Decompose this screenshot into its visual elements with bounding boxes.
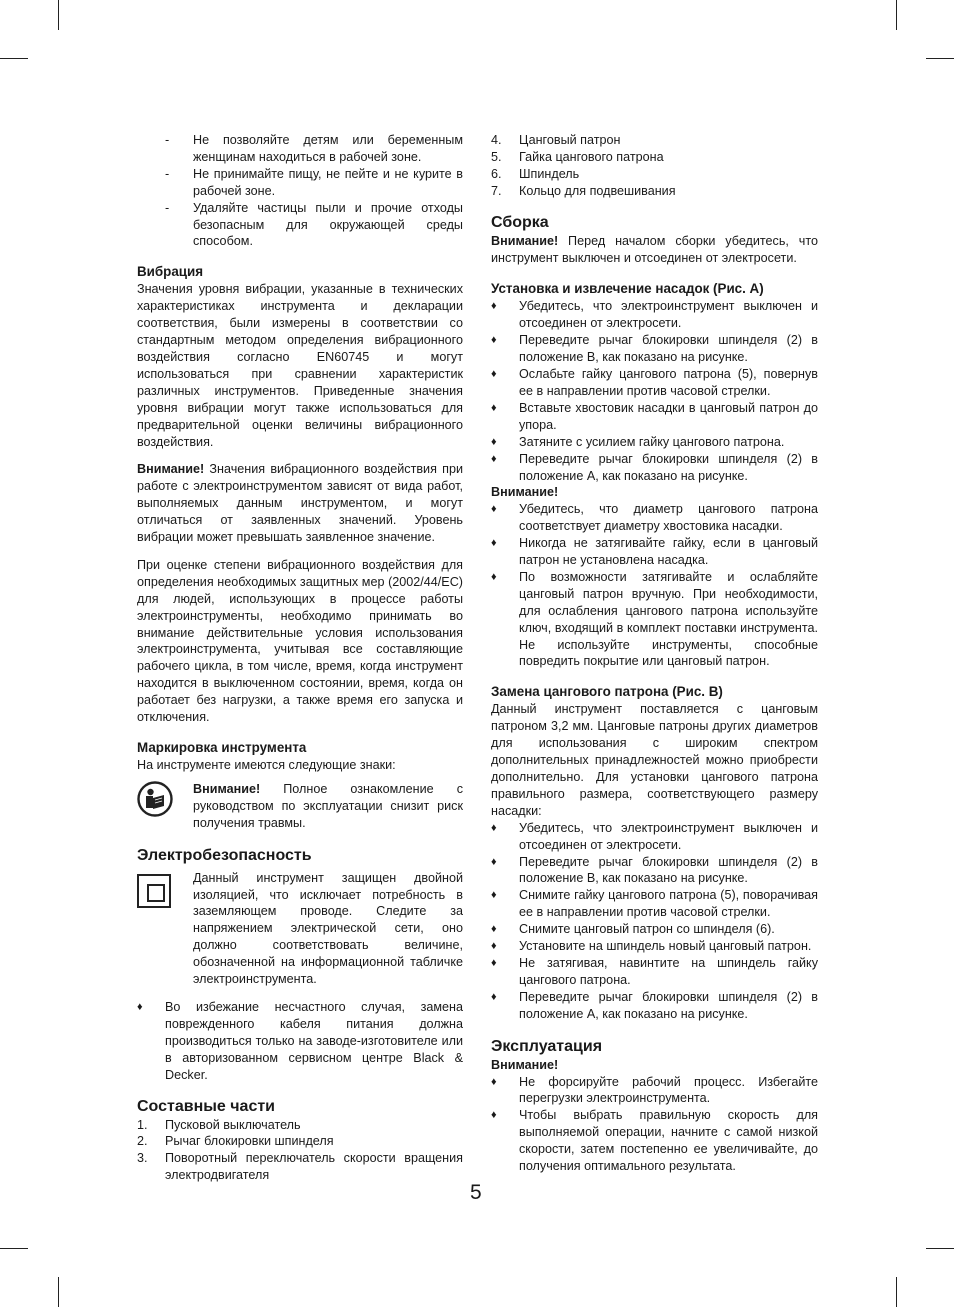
diamond-marker: ♦ (491, 855, 497, 868)
list-item-text: Убедитесь, что электроинструмент выключен и отсоединен от электросети. (519, 820, 818, 852)
list-number: 3. (137, 1151, 148, 1166)
list-item (491, 298, 818, 332)
list-item-text: Рычаг блокировки шпинделя (165, 1134, 334, 1149)
list-item-text: Кольцо для подвешивания (519, 183, 676, 198)
warning-label: Внимание! (193, 781, 261, 796)
diamond-marker: ♦ (491, 503, 497, 516)
list-item (491, 989, 818, 1023)
warning-text: Значения вибрационного воздействия при работе с электроинструментом зависят от вида работ, выполняемых данным инструментом, и могут отличаться от заявленных значений. Уровень вибрации может превышать заявленное значение. (137, 462, 464, 545)
list-number: 2. (137, 1134, 148, 1149)
list-item (491, 366, 818, 400)
crop-mark (58, 0, 59, 30)
crop-mark (896, 1277, 897, 1307)
list-item-text: Снимите гайку цангового патрона (5), поворачивая ее в направлении против часовой стрелки. (519, 888, 818, 920)
warning-label: Внимание! (491, 233, 559, 248)
diamond-marker: ♦ (491, 452, 497, 465)
dash-marker: - (165, 133, 170, 147)
double-insulation-icon (137, 874, 171, 908)
right-column (491, 132, 818, 1175)
assembly-warning-paragraph (491, 233, 818, 267)
diamond-marker: ♦ (491, 990, 497, 1003)
double-insulation-row (137, 870, 463, 988)
list-item (491, 149, 818, 166)
list-item-text: Цанговый патрон (519, 133, 621, 147)
list-item-text: Установите на шпиндель новый цанговый патрон. (519, 939, 812, 954)
list-item (491, 955, 818, 989)
list-number: 4. (491, 133, 502, 147)
list-item (137, 166, 463, 200)
marking-manual-row (137, 781, 463, 832)
bits-heading: Установка и извлечение насадок (Рис. А) (491, 281, 764, 297)
warning-label: Внимание! (137, 462, 205, 477)
list-item (491, 332, 818, 366)
list-item (491, 501, 818, 535)
list-item (491, 132, 818, 149)
crop-mark (58, 1277, 59, 1307)
list-item (491, 921, 818, 938)
list-item (137, 1150, 463, 1184)
list-item (491, 1074, 818, 1108)
list-item-text: Переведите рычаг блокировки шпинделя (2) в положение В, как показано на рисунке. (519, 854, 818, 886)
list-item (491, 938, 818, 955)
list-item-text: Ослабьте гайку цангового патрона (5), повернув ее в направлении против часовой стрелки. (519, 367, 818, 398)
vibration-paragraph: Значения уровня вибрации, указанные в технических характеристиках инструмента и декларации соответствия, были измерены в соответствии со стандартным методом определения вибрационного воздействия согласно EN60745 и могут использоваться при сравнении характеристик различных инструментов. Приведенные значения уровня вибрации могут также использоваться для предварительной оценки величины вибрационного воздействия. (137, 282, 463, 449)
diamond-marker: ♦ (491, 1075, 497, 1088)
list-item-text: Переведите рычаг блокировки шпинделя (2) в положение А, как показано на рисунке. (519, 989, 818, 1021)
diamond-marker: ♦ (491, 435, 497, 448)
list-number: 7. (491, 183, 502, 198)
list-item-text: Не позволяйте детям или беременным женщинам находиться в рабочей зоне. (193, 133, 463, 164)
assembly-heading: Сборка (491, 213, 549, 231)
dash-marker: - (165, 200, 170, 215)
list-item (491, 166, 818, 183)
diamond-marker: ♦ (491, 940, 497, 953)
operation-warning-label: Внимание! (491, 1057, 559, 1072)
vibration-heading: Вибрация (137, 264, 204, 280)
list-item (137, 999, 463, 1084)
crop-mark (0, 58, 28, 59)
bits-warning-label: Внимание! (491, 485, 559, 500)
page-number: 5 (470, 1181, 482, 1204)
list-item (491, 854, 818, 888)
operation-heading: Эксплуатация (491, 1037, 603, 1055)
list-item (491, 887, 818, 921)
list-item (491, 569, 818, 670)
list-item-text: Поворотный переключатель скорости вращения электродвигателя (165, 1151, 463, 1183)
marking-intro: На инструменте имеются следующие знаки: (137, 758, 396, 772)
vibration-warning-paragraph (137, 461, 463, 546)
list-item-text: Убедитесь, что электроинструмент выключен и отсоединен от электросети. (519, 299, 818, 331)
list-item-text: Во избежание несчастного случая, замена поврежденного кабеля питания должна производиться только на заводе-изготовителе или в авторизованном сервисном центре Black & Decker. (165, 999, 463, 1082)
diamond-marker: ♦ (491, 537, 497, 550)
list-item-text: Снимите цанговый патрон со шпинделя (6). (519, 922, 775, 937)
crop-mark (896, 0, 897, 30)
list-item (491, 183, 818, 200)
list-item-text: Затяните с усилием гайку цангового патрона. (519, 434, 785, 449)
diamond-marker: ♦ (491, 401, 497, 414)
list-item-text: По возможности затягивайте и ослабляйте цанговый патрон вручную. При необходимости, для ослабления цангового патрона используйте ключ, входящий в комплект поставки инструмента. Не используйте инструменты, способные повредить покрытие или цанговый патрон. (519, 569, 818, 669)
list-item (137, 132, 463, 166)
diamond-marker: ♦ (491, 334, 497, 347)
list-item (491, 400, 818, 434)
components-heading: Составные части (137, 1097, 276, 1115)
manual-warning-text (193, 781, 463, 832)
list-item-text: Переведите рычаг блокировки шпинделя (2) в положение B, как показано на рисунке. (519, 333, 818, 365)
collet-heading: Замена цангового патрона (Рис. В) (491, 684, 723, 700)
list-item-text: Никогда не затягивайте гайку, если в цанговый патрон не установлена насадка. (519, 536, 818, 568)
list-item-text: Убедитесь, что диаметр цангового патрона соответствует диаметру хвостовика насадки. (519, 502, 818, 534)
electrical-safety-heading: Электробезопасность (137, 846, 312, 864)
list-item (137, 200, 463, 251)
list-item-text: Удаляйте частицы пыли и прочие отходы безопасным для окружающей среды способом. (193, 200, 463, 249)
diamond-marker: ♦ (491, 889, 497, 902)
crop-mark (926, 58, 954, 59)
diamond-marker: ♦ (491, 923, 497, 936)
list-item (491, 434, 818, 451)
list-item-text: Переведите рычаг блокировки шпинделя (2) в положение А, как показано на рисунке. (519, 451, 818, 483)
diamond-marker: ♦ (491, 956, 497, 969)
vibration-assessment-paragraph: При оценке степени вибрационного воздействия для определения необходимых защитных мер (2002/44/EC) для людей, использующих в процессе работы электроинструменты, необходимо принимать во внимание действительные условия использования электроинструмента, учитывая все составляющие рабочего цикла, в том числе, время, когда инструмент находится в выключенном состоянии, время, когда он работает без нагрузки, а также время его запуска и отключения. (137, 557, 463, 725)
list-item-text: Вставьте хвостовик насадки в цанговый патрон до упора. (519, 400, 818, 432)
list-item-text: Не форсируйте рабочий процесс. Избегайте перегрузки электроинструмента. (519, 1074, 818, 1106)
left-column (137, 132, 463, 1184)
read-manual-icon (137, 781, 173, 817)
list-item-text: Шпиндель (519, 166, 580, 181)
diamond-marker: ♦ (491, 300, 497, 313)
warning-text: Перед началом сборки убедитесь, что инструмент выключен и отсоединен от электросети. (491, 233, 818, 265)
list-number: 6. (491, 166, 502, 181)
list-number: 1. (137, 1117, 148, 1132)
list-item-text: Чтобы выбрать правильную скорость для выполняемой операции, начните с самой низкой скорости, затем постепенно ее увеличивайте, до получения оптимального результата. (519, 1108, 818, 1174)
marking-heading: Маркировка инструмента (137, 740, 307, 755)
collet-intro: Данный инструмент поставляется с цанговым патроном 3,2 мм. Цанговые патроны других диаметров для использования с широким спектром дополнительных принадлежностей можно приобрести дополнительно. Для установки цангового патрона правильного размера, соответствующего размеру насадки: (491, 702, 818, 818)
diamond-marker: ♦ (491, 1109, 497, 1122)
list-item (491, 451, 818, 485)
list-item (491, 1107, 818, 1175)
list-item (491, 820, 818, 854)
list-item-text: Пусковой выключатель (165, 1117, 301, 1132)
diamond-marker: ♦ (137, 1000, 143, 1013)
diamond-marker: ♦ (491, 821, 497, 834)
diamond-marker: ♦ (491, 570, 497, 583)
warning-text: Полное ознакомление с руководством по эксплуатации снизит риск получения травмы. (193, 781, 464, 830)
crop-mark (926, 1248, 954, 1249)
list-item (491, 535, 818, 569)
list-item (137, 1133, 463, 1150)
list-number: 5. (491, 149, 502, 164)
list-item-text: Не затягивая, навинтите на шпиндель гайку цангового патрона. (519, 955, 818, 987)
dash-marker: - (165, 166, 170, 181)
double-insulation-text: Данный инструмент защищен двойной изоляцией, что исключает потребность в заземляющем проводе. Следите за напряжением электрической сети, оно должно соответствовать величине, обозначенной на информационной табличке электроинструмента. (193, 870, 463, 987)
list-item-text: Не принимайте пищу, не пейте и не курите в рабочей зоне. (193, 166, 463, 198)
list-item-text: Гайка цангового патрона (519, 149, 664, 164)
list-item (137, 1117, 463, 1134)
diamond-marker: ♦ (491, 368, 497, 381)
crop-mark (0, 1248, 28, 1249)
